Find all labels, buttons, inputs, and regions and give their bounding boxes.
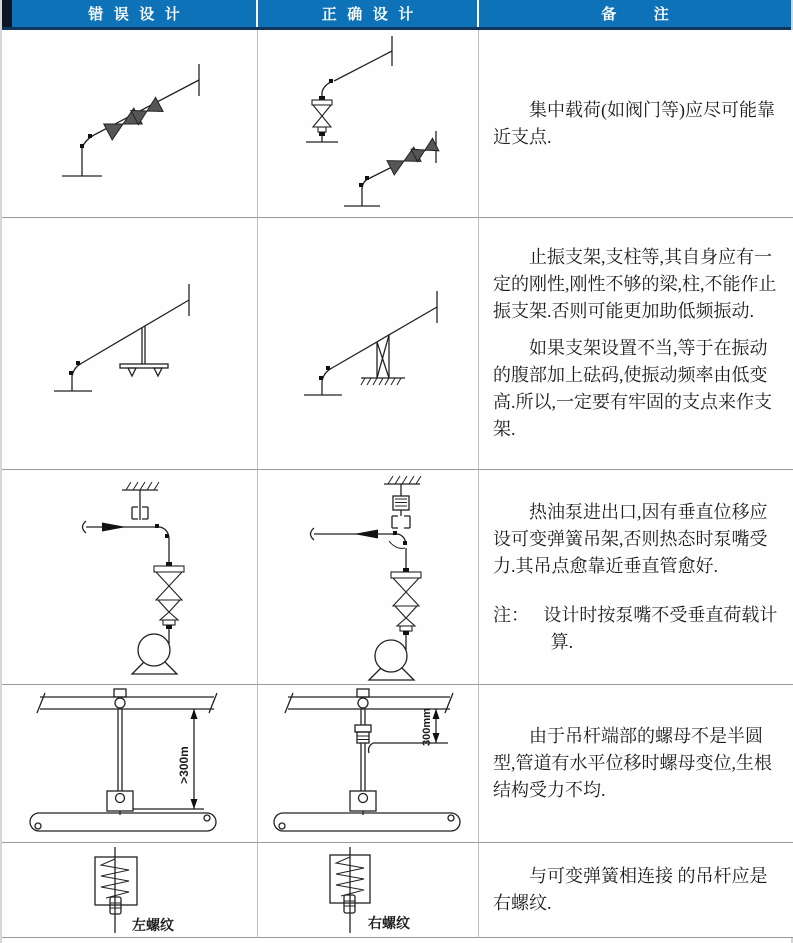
row5-remarks-cell [479,843,793,938]
remark-text: 热油泵进出口,因有垂直位移应设可变弹簧吊架,否则热态时泵嘴受力.其吊点愈靠近垂直管愈好. [493,501,768,576]
dimension-label: >300m [177,745,191,784]
remark-text: 与可变弹簧相连接 的吊杆应是右螺纹. [493,866,768,913]
vertical-valve-stack [154,566,184,625]
diagram-row4-correct-turnbuckle-near-beam [258,685,478,843]
note-text: 设计时按泵嘴不受垂直荷载计算. [543,604,778,652]
diagram-row1-wrong-valve-far-from-support [2,30,257,217]
remark-text: 止振支架,支柱等,其自身应有一定的刚性,刚性不够的梁,柱,不能作止振支架.否则可能更加助低频振动. [493,247,777,321]
header-correct-design: 正确设计 [258,0,477,27]
row4-correct-diagram-cell [258,685,479,843]
row1-wrong-diagram-cell [2,30,258,218]
diagram-row2-wrong-weak-support [2,218,257,470]
row4-wrong-diagram-cell [2,685,258,843]
remark-text: 由于吊杆端部的螺母不是半圆型,管道有水平位移时螺母变位,生根结构受力不均. [493,726,772,800]
valve-symbol [411,138,439,161]
row3-correct-diagram-cell [258,470,479,685]
row5-correct-diagram-cell [258,843,479,938]
row5-wrong-diagram-cell [2,843,258,938]
row2-wrong-diagram-cell [2,218,258,470]
vertical-valve-stack [312,100,332,132]
header-remarks: 备注 [479,0,791,27]
remark-text: 如果支架设置不当,等于在振动的腹部加上砝码,使振动频率由低变高.所以,一定要有牢固的支点来作支架. [493,338,772,439]
diagram-row2-correct-braced-support [258,218,478,470]
thread-label: 右螺纹 [368,914,410,931]
diagram-row3-wrong-rigid-hanger-pump [2,470,257,685]
row4-remarks-cell [479,685,793,843]
row1-correct-diagram-cell [258,30,479,218]
vertical-valve-stack [391,572,421,631]
header-wrong-design: 错误设计 [12,0,256,27]
remark-note [493,602,783,656]
diagram-row1-correct-valve-near-support [258,30,478,217]
valve-symbol [131,97,163,124]
row3-wrong-diagram-cell [2,470,258,685]
corner-block [2,0,12,27]
note-label: 注： [493,604,529,625]
row1-remarks-cell [479,30,793,218]
remark-text: 集中载荷(如阀门等)应尽可能靠近支点. [493,99,775,147]
table-body [2,30,791,938]
diagram-row3-correct-spring-hanger-pump [258,470,478,685]
row3-remarks-cell [479,470,793,685]
thread-label: 左螺纹 [132,916,174,933]
dimension-label: 300mm [421,707,433,746]
row2-remarks-cell [479,218,793,470]
diagram-row5-wrong-left-thread-spring [2,843,257,938]
diagram-row5-correct-right-thread-spring [258,843,478,938]
table-header [2,0,791,30]
diagram-row4-wrong-long-hanger-rod [2,685,257,843]
row2-correct-diagram-cell [258,218,479,470]
